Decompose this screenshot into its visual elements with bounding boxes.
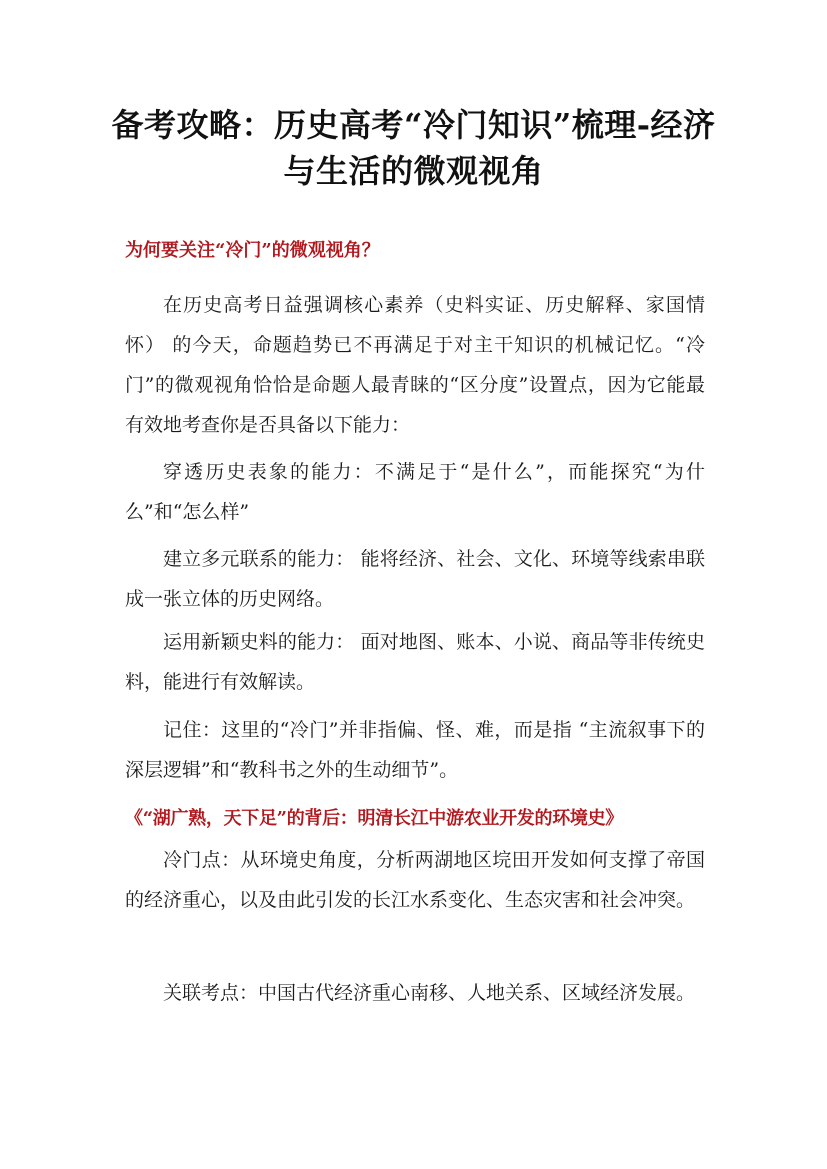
- ability-paragraph-penetrate: 穿透历史表象的能力：不满足于“是什么”，而能探究“为什么”和“怎么样”: [125, 461, 705, 523]
- section-heading-huguang: 《“湖广熟，天下足”的背后：明清长江中游农业开发的环境史》: [125, 808, 624, 829]
- note-paragraph: 记住：这里的“冷门”并非指偏、怪、难，而是指 “主流叙事下的深层逻辑”和“教科书之外的生动细节”。: [125, 719, 705, 781]
- ability-paragraph-sources: 运用新颖史料的能力： 面对地图、账本、小说、商品等非传统史料，能进行有效解读。: [125, 631, 705, 693]
- document-title: 备考攻略：历史高考“冷门知识”梳理-经济与生活的微观视角: [111, 106, 716, 190]
- related-exam-points-paragraph: 关联考点：中国古代经济重心南移、人地关系、区域经济发展。: [163, 982, 696, 1004]
- section-heading-why-cold-perspective: 为何要关注“冷门”的微观视角？: [125, 240, 380, 261]
- ability-paragraph-connect: 建立多元联系的能力： 能将经济、社会、文化、环境等线索串联成一张立体的历史网络。: [125, 548, 705, 610]
- intro-paragraph: 在历史高考日益强调核心素养（史料实证、历史解释、家国情怀） 的今天，命题趋势已不再满足于对主干知识的机械记忆。“冷门”的微观视角恰恰是命题人最青睐的“区分度”设置点，因为它能最有效地考查你是否具备以下能力：: [125, 294, 705, 436]
- cold-point-paragraph: 冷门点：从环境史角度，分析两湖地区垸田开发如何支撑了帝国的经济重心，以及由此引发的长江水系变化、生态灾害和社会冲突。: [125, 849, 705, 911]
